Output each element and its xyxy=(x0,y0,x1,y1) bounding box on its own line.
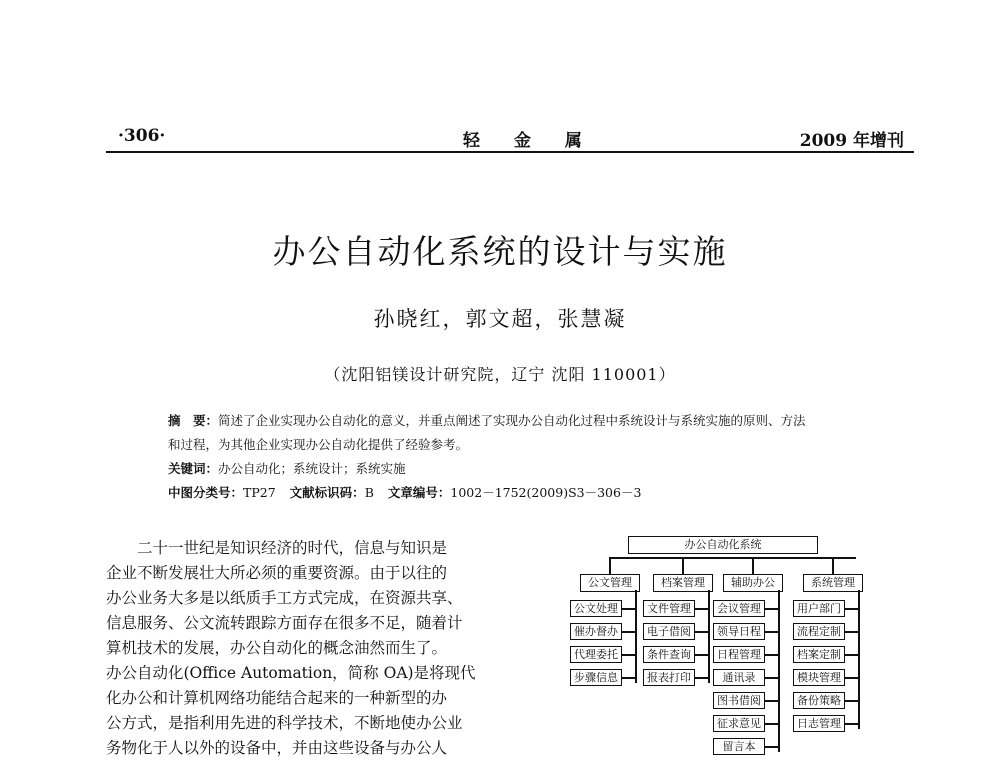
diagram-group: 系统管理 xyxy=(803,574,863,592)
article-number-label: 文章编号： xyxy=(387,485,451,500)
paper-title: 办公自动化系统的设计与实施 xyxy=(272,232,728,271)
body-line: 公方式，是指利用先进的科学技术，不断地使办公业 xyxy=(106,714,463,732)
diagram-connector xyxy=(695,677,708,679)
abstract-label: 摘 要： xyxy=(168,413,219,428)
page-number: ·306· xyxy=(118,126,166,146)
diagram-item: 档案定制 xyxy=(793,646,845,663)
oa-system-diagram xyxy=(560,530,880,760)
diagram-connector xyxy=(622,677,635,679)
doc-code-value: B xyxy=(364,485,374,500)
body-line: 信息服务、公文流转跟踪方面存在很多不足，随着计 xyxy=(106,614,463,632)
body-line: 算机技术的发展，办公自动化的概念油然而生了。 xyxy=(106,639,448,657)
body-line: 务物化于人以外的设备中，并由这些设备与办公人 xyxy=(106,739,448,757)
header-rule xyxy=(106,151,914,153)
body-line: 企业不断发展壮大所必须的重要资源。由于以往的 xyxy=(106,564,448,582)
diagram-connector xyxy=(610,557,856,559)
diagram-item: 公文处理 xyxy=(570,600,622,617)
diagram-connector xyxy=(708,590,710,683)
journal-name: 轻 金 属 xyxy=(463,131,596,151)
diagram-connector xyxy=(778,590,780,752)
diagram-item: 征求意见 xyxy=(713,715,765,732)
diagram-item: 日程管理 xyxy=(713,646,765,663)
body-line: 化办公和计算机网络功能结合起来的一种新型的办 xyxy=(106,689,448,707)
diagram-item: 电子借阅 xyxy=(643,623,695,640)
diagram-connector xyxy=(858,590,860,729)
article-number-value: 1002－1752(2009)S3－306－3 xyxy=(450,485,642,500)
diagram-item: 流程定制 xyxy=(793,623,845,640)
issue-label: 2009 年增刊 xyxy=(799,131,904,151)
diagram-connector xyxy=(765,608,778,610)
diagram-connector xyxy=(695,608,708,610)
diagram-root: 办公自动化系统 xyxy=(628,536,818,554)
doc-code-label: 文献标识码： xyxy=(289,485,365,500)
diagram-connector xyxy=(609,557,611,574)
diagram-connector xyxy=(832,557,834,574)
diagram-connector xyxy=(695,654,708,656)
diagram-group: 辅助办公 xyxy=(723,574,783,592)
diagram-connector xyxy=(765,746,778,748)
diagram-connector xyxy=(682,557,684,574)
diagram-group: 档案管理 xyxy=(653,574,713,592)
diagram-connector xyxy=(845,631,858,633)
abstract-line-1 xyxy=(168,409,806,433)
diagram-item: 代理委托 xyxy=(570,646,622,663)
body-text xyxy=(106,536,498,761)
diagram-connector xyxy=(752,557,754,574)
diagram-connector xyxy=(622,654,635,656)
affiliation: （沈阳铝镁设计研究院，辽宁 沈阳 110001） xyxy=(324,365,676,384)
diagram-connector xyxy=(765,654,778,656)
diagram-connector xyxy=(845,654,858,656)
diagram-connector xyxy=(695,631,708,633)
diagram-connector xyxy=(635,590,637,683)
body-line: 办公自动化(Office Automation，简称 OA)是将现代 xyxy=(106,664,476,682)
diagram-item: 领导日程 xyxy=(713,623,765,640)
diagram-group: 公文管理 xyxy=(580,574,640,592)
diagram-connector xyxy=(845,677,858,679)
keywords-line xyxy=(168,457,406,481)
diagram-item: 条件查询 xyxy=(643,646,695,663)
diagram-item: 模块管理 xyxy=(793,669,845,686)
clc-label: 中图分类号： xyxy=(168,485,244,500)
keywords-label: 关键词： xyxy=(168,461,219,476)
diagram-connector xyxy=(845,608,858,610)
clc-value: TP27 xyxy=(243,485,276,500)
diagram-item: 报表打印 xyxy=(643,669,695,686)
body-line: 办公业务大多是以纸质手工方式完成，在资源共享、 xyxy=(106,589,463,607)
diagram-item: 通讯录 xyxy=(713,669,765,686)
diagram-item: 步骤信息 xyxy=(570,669,622,686)
abstract-line-2: 和过程，为其他企业实现办公自动化提供了经验参考。 xyxy=(168,437,469,452)
diagram-connector xyxy=(845,723,858,725)
keywords-text: 办公自动化；系统设计；系统实施 xyxy=(218,461,406,476)
body-line: 二十一世纪是知识经济的时代，信息与知识是 xyxy=(137,539,448,557)
diagram-connector xyxy=(622,631,635,633)
diagram-connector xyxy=(765,631,778,633)
diagram-item: 催办督办 xyxy=(570,623,622,640)
classification-line xyxy=(168,481,641,505)
diagram-item: 日志管理 xyxy=(793,715,845,732)
diagram-connector xyxy=(765,677,778,679)
diagram-item: 会议管理 xyxy=(713,600,765,617)
diagram-item: 用户部门 xyxy=(793,600,845,617)
diagram-connector xyxy=(765,700,778,702)
abstract-text-1: 简述了企业实现办公自动化的意义，并重点阐述了实现办公自动化过程中系统设计与系统实施的原则、方法 xyxy=(218,413,806,428)
authors: 孙晓红，郭文超，张慧凝 xyxy=(373,307,627,331)
diagram-item: 图书借阅 xyxy=(713,692,765,709)
diagram-connector xyxy=(765,723,778,725)
diagram-connector xyxy=(622,608,635,610)
diagram-connector xyxy=(845,700,858,702)
diagram-item: 备份策略 xyxy=(793,692,845,709)
diagram-item: 文件管理 xyxy=(643,600,695,617)
diagram-item: 留言本 xyxy=(713,738,765,755)
